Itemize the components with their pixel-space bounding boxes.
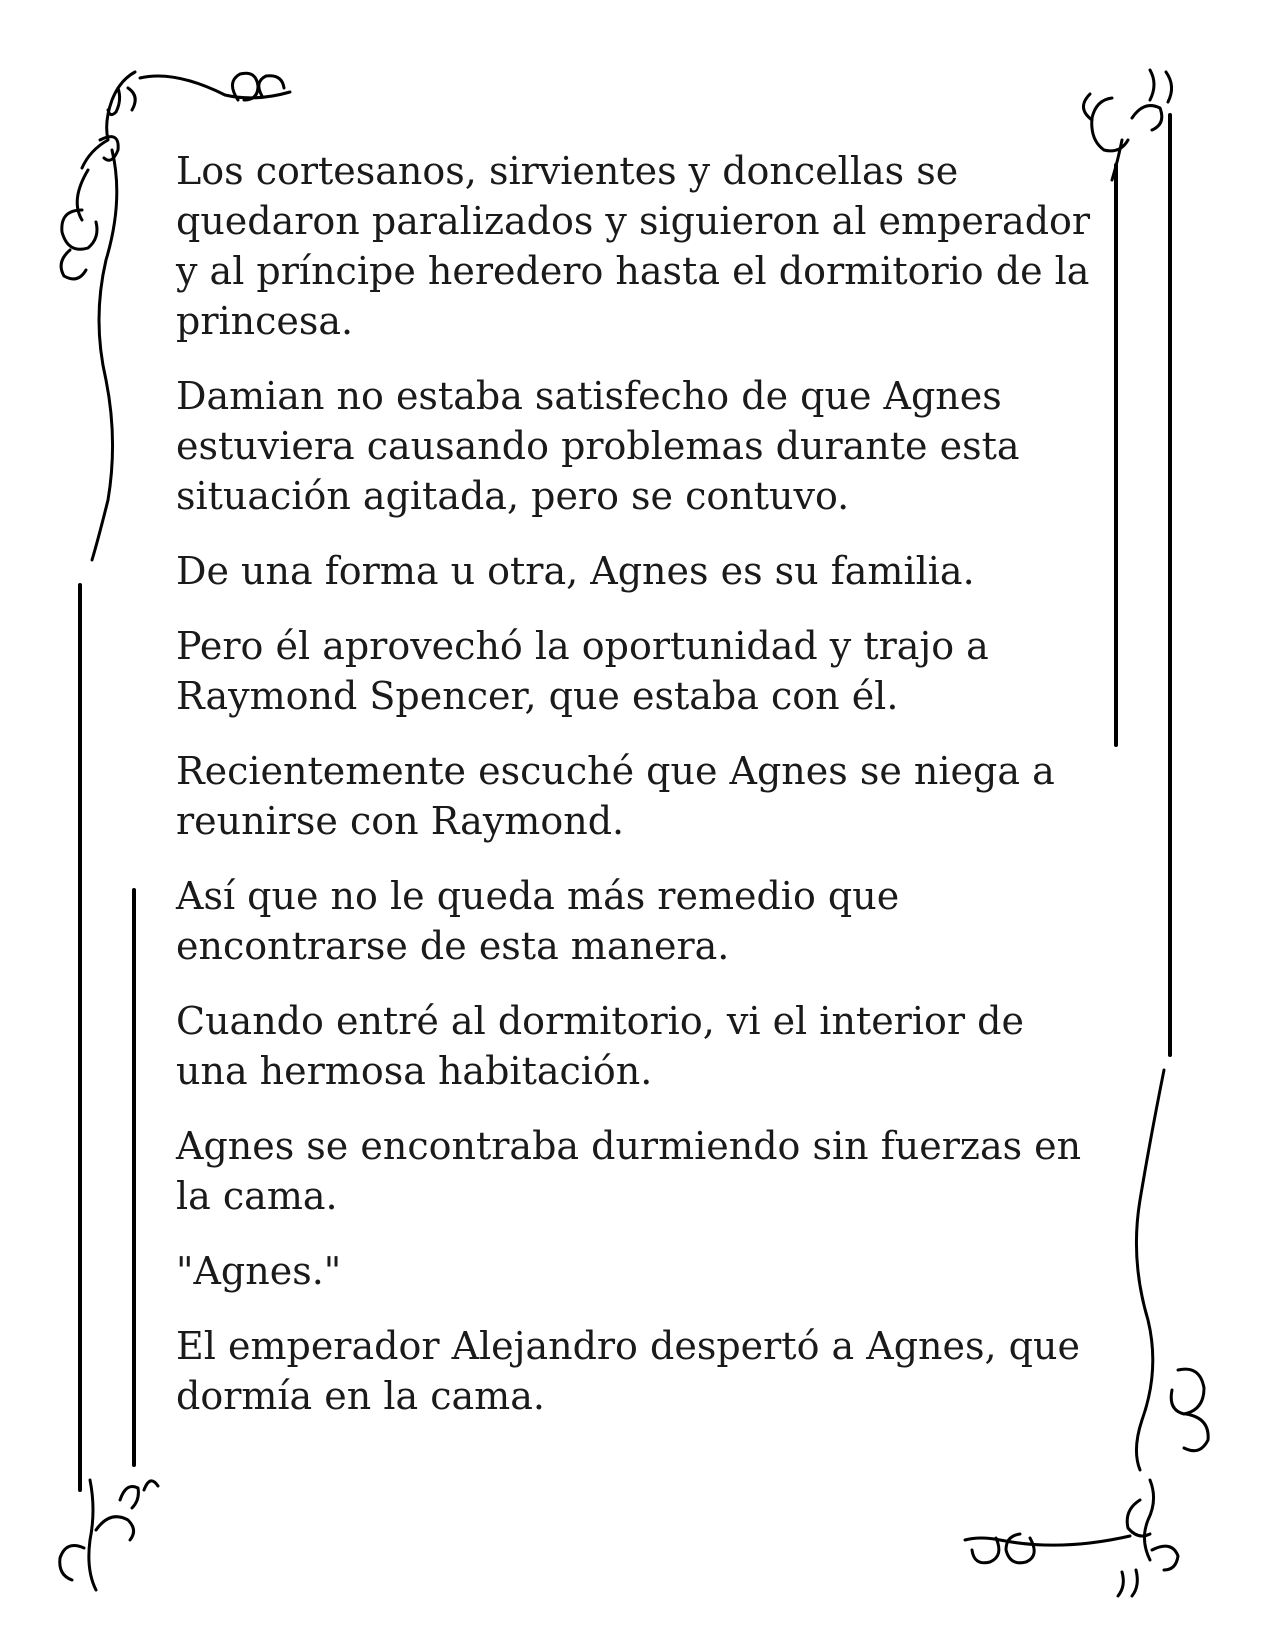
paragraph-6: Así que no le queda más remedio que encontrarse de esta manera. <box>176 874 900 968</box>
paragraph-2: Damian no estaba satisfecho de que Agnes estuviera causando problemas durante esta situación agitada, pero se contuvo. <box>176 374 1020 518</box>
paragraph-4: Pero él aprovechó la oportunidad y trajo a Raymond Spencer, que estaba con él. <box>176 624 989 718</box>
paragraph-10: El emperador Alejandro despertó a Agnes, que dormía en la cama. <box>176 1324 1080 1418</box>
paragraph-1: Los cortesanos, sirvientes y doncellas se quedaron paralizados y siguieron al emperador y al príncipe heredero hasta el dormitorio de la princesa. <box>176 149 1091 343</box>
paragraph-7: Cuando entré al dormitorio, vi el interior de una hermosa habitación. <box>176 999 1024 1093</box>
paragraph-9: "Agnes." <box>176 1249 342 1293</box>
body-text <box>176 146 1096 1446</box>
paragraph-8: Agnes se encontraba durmiendo sin fuerzas en la cama. <box>176 1124 1082 1218</box>
flourish-top-right <box>1083 70 1171 180</box>
paragraph-5: Recientemente escuché que Agnes se niega a reunirse con Raymond. <box>176 749 1055 843</box>
paragraph-3: De una forma u otra, Agnes es su familia. <box>176 549 975 593</box>
curve-left-upper <box>92 150 117 560</box>
curve-right-lower <box>1136 1070 1164 1470</box>
flourish-bottom-left <box>60 1480 158 1590</box>
